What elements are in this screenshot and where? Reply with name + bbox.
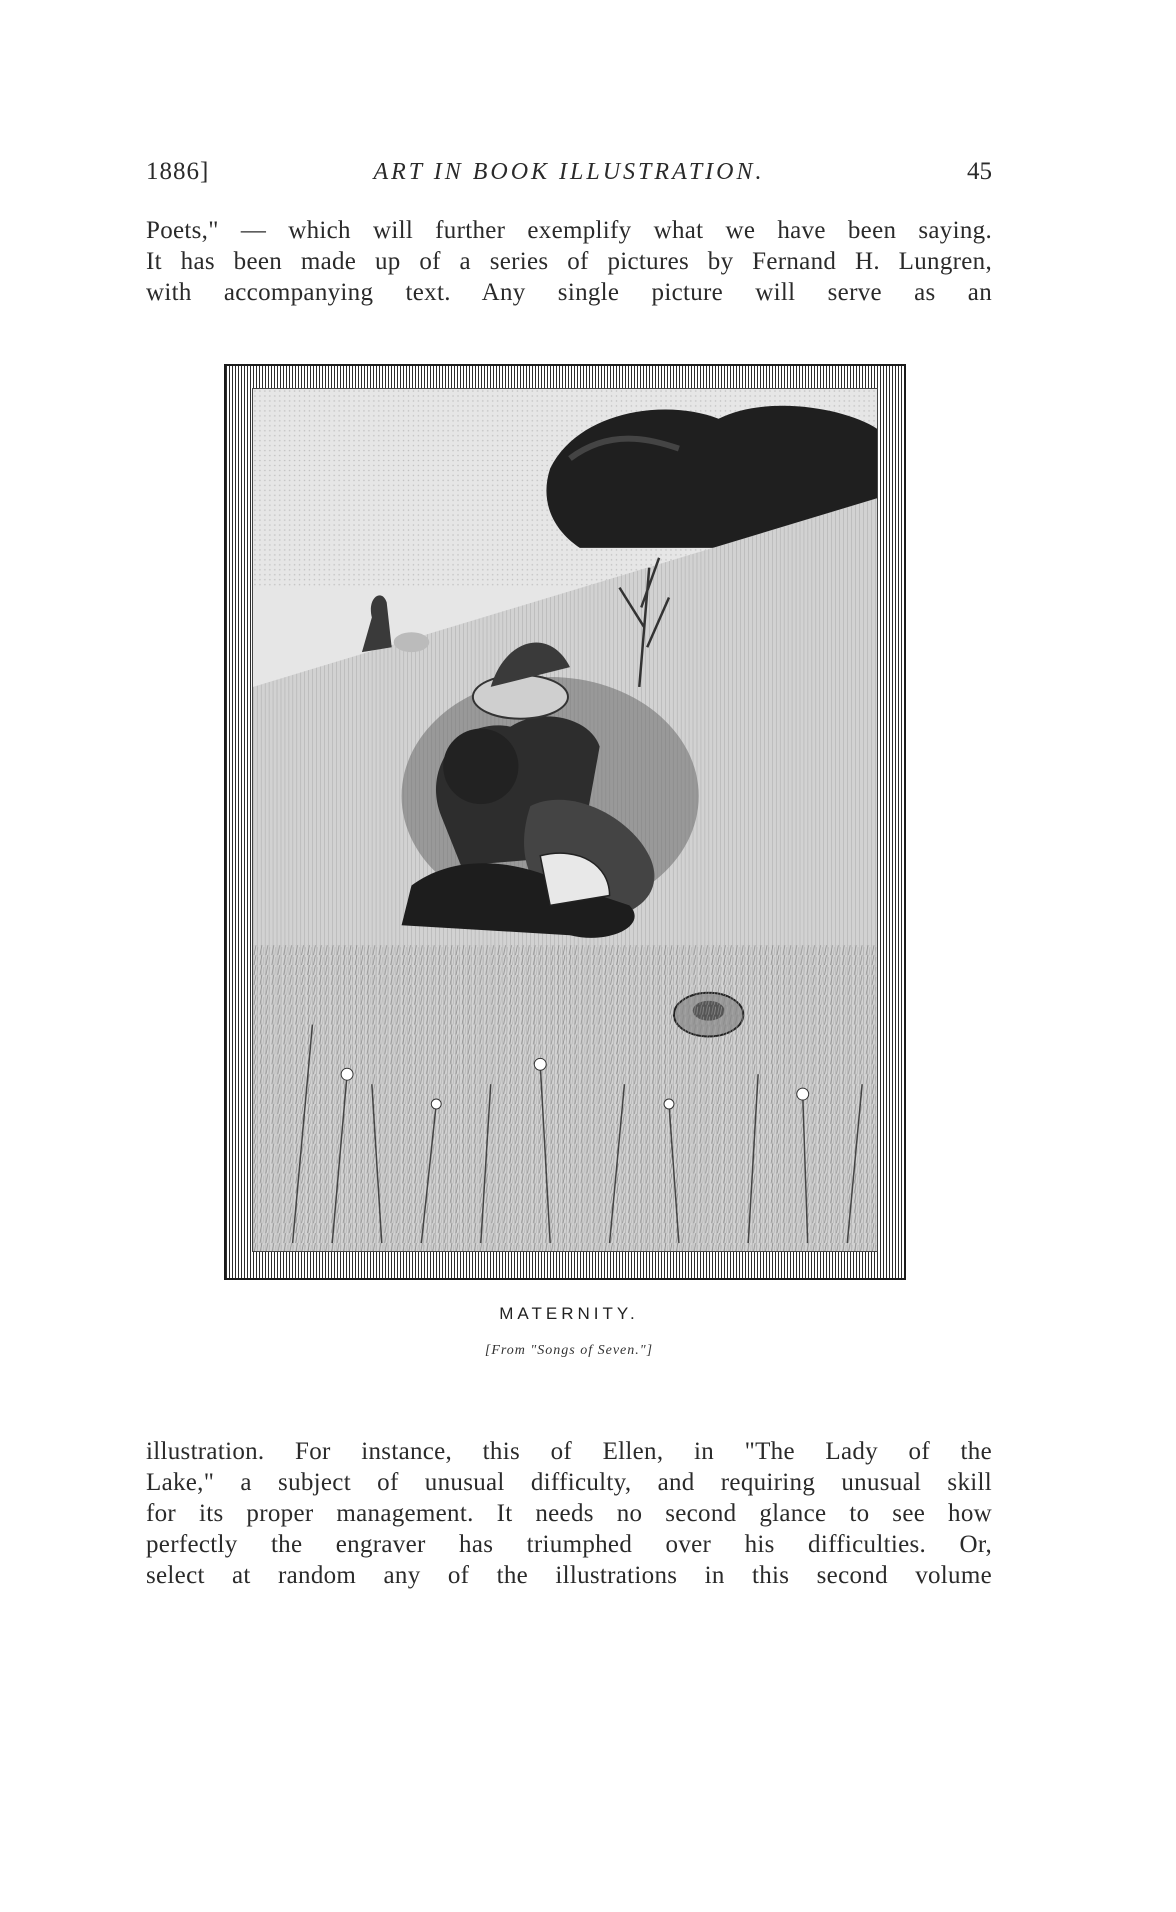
header-year: 1886] bbox=[146, 158, 210, 185]
running-head bbox=[146, 156, 992, 188]
text-line: Poets," — which will further exemplify what we have been saying. bbox=[146, 217, 992, 244]
figure-source: [From "Songs of Seven."] bbox=[484, 1343, 654, 1358]
text-line: illustration. For instance, this of Ellen, in "The Lady of the bbox=[146, 1438, 992, 1465]
text-line: It has been made up of a series of pictures by Fernand H. Lungren, bbox=[146, 248, 992, 275]
figure-caption: MATERNITY. bbox=[499, 1304, 639, 1323]
text-line: select at random any of the illustrations in this second volume bbox=[146, 1562, 992, 1589]
header-title: ART IN BOOK ILLUSTRATION. bbox=[373, 159, 765, 185]
paragraph-top bbox=[146, 215, 992, 308]
text-line: with accompanying text. Any single picture will serve as an bbox=[146, 279, 992, 306]
engraving-plate bbox=[224, 364, 906, 1280]
paragraph-bottom bbox=[146, 1436, 992, 1591]
text-line: for its proper management. It needs no second glance to see how bbox=[146, 1500, 992, 1527]
text-line: Lake," a subject of unusual difficulty, and requiring unusual skill bbox=[146, 1469, 992, 1496]
page-number: 45 bbox=[967, 158, 992, 185]
text-line: perfectly the engraver has triumphed over his difficulties. Or, bbox=[146, 1531, 992, 1558]
engraving-illustration bbox=[252, 388, 878, 1252]
maternity-engraving bbox=[253, 389, 877, 1251]
